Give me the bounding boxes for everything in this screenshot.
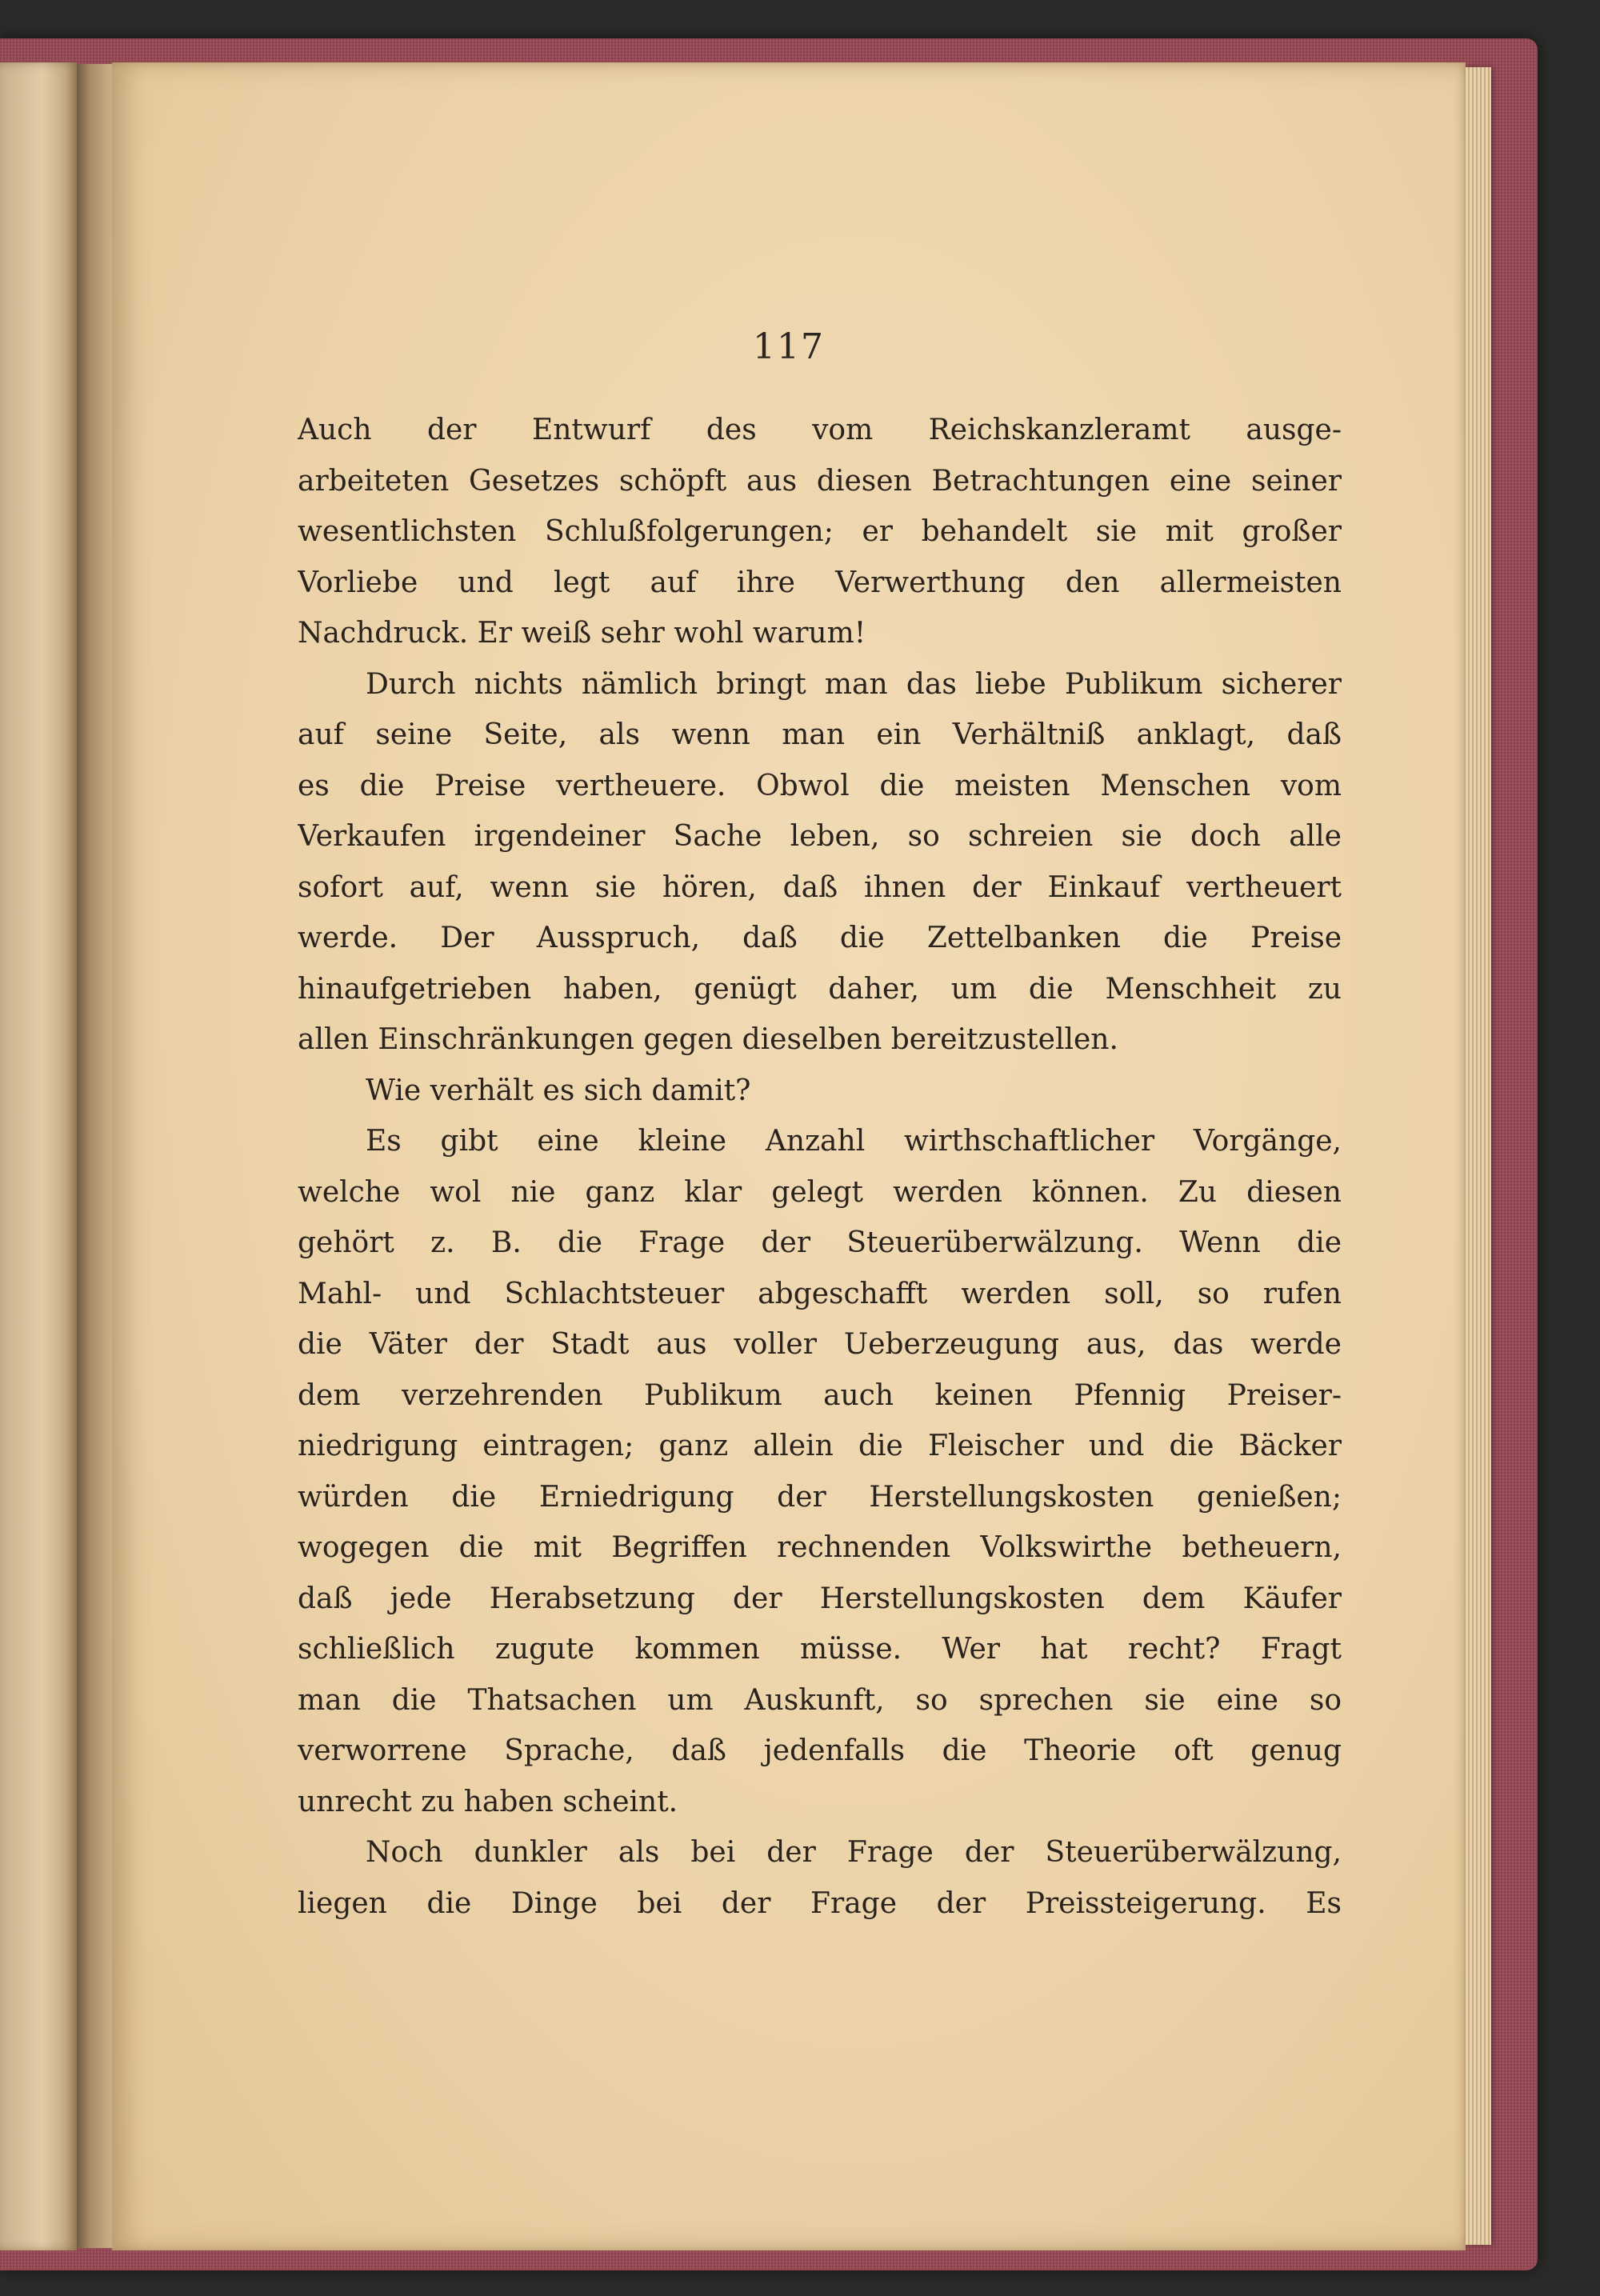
page-text xyxy=(298,405,1342,1929)
text-line: gehört z. B. die Frage der Steuerüberwälzung. Wenn die xyxy=(298,1226,1342,1259)
text-line: unrecht zu haben scheint. xyxy=(298,1785,678,1818)
text-line: Wie verhält es sich damit? xyxy=(366,1074,751,1107)
text-line: sofort auf, wenn sie hören, daß ihnen der Einkauf vertheuert xyxy=(298,870,1342,904)
text-line: niedrigung eintragen; ganz allein die Fleischer und die Bäcker xyxy=(298,1430,1342,1462)
facing-page-edge xyxy=(0,62,77,2250)
text-line: arbeiteten Gesetzes schöpft aus diesen Betrachtungen eine seiner xyxy=(298,464,1342,498)
text-line: würden die Erniedrigung der Herstellungskosten genießen; xyxy=(298,1480,1342,1514)
text-line: Mahl- und Schlachtsteuer abgeschafft werden soll, so rufen xyxy=(298,1277,1342,1310)
text-line: es die Preise vertheuere. Obwol die meisten Menschen vom xyxy=(298,769,1342,802)
text-line: die Väter der Stadt aus voller Ueberzeugung aus, das werde xyxy=(298,1328,1342,1361)
text-line: werde. Der Ausspruch, daß die Zettelbanken die Preise xyxy=(298,922,1342,954)
text-line: wogegen die mit Begriffen rechnenden Volkswirthe betheuern, xyxy=(298,1531,1342,1564)
text-line: liegen die Dinge bei der Frage der Preissteigerung. Es xyxy=(298,1886,1342,1920)
text-line: Noch dunkler als bei der Frage der Steuerüberwälzung, xyxy=(366,1836,1342,1869)
text-line: Auch der Entwurf des vom Reichskanzleramt ausge- xyxy=(298,414,1342,446)
text-line: man die Thatsachen um Auskunft, so sprechen sie eine so xyxy=(298,1683,1342,1717)
text-line: daß jede Herabsetzung der Herstellungskosten dem Käufer xyxy=(298,1582,1342,1615)
text-line: wesentlichsten Schlußfolgerungen; er behandelt sie mit großer xyxy=(298,515,1342,548)
text-line: verworrene Sprache, daß jedenfalls die Theorie oft genug xyxy=(298,1734,1342,1767)
text-line: auf seine Seite, als wenn man ein Verhältniß anklagt, daß xyxy=(298,718,1342,751)
text-line: dem verzehrenden Publikum auch keinen Pfennig Preiser- xyxy=(298,1378,1342,1412)
book-page xyxy=(112,62,1466,2250)
text-line: welche wol nie ganz klar gelegt werden können. Zu diesen xyxy=(298,1175,1342,1209)
text-line: hinaufgetrieben haben, genügt daher, um die Menschheit zu xyxy=(298,972,1342,1006)
page-edges xyxy=(1466,67,1491,2245)
text-line: Verkaufen irgendeiner Sache leben, so schreien sie doch alle xyxy=(298,820,1342,853)
text-line: allen Einschränkungen gegen dieselben bereitzustellen. xyxy=(298,1023,1118,1056)
text-line: Nachdruck. Er weiß sehr wohl warum! xyxy=(298,617,866,650)
text-line: schließlich zugute kommen müsse. Wer hat recht? Fragt xyxy=(298,1633,1342,1666)
text-line: Durch nichts nämlich bringt man das liebe Publikum sicherer xyxy=(366,667,1342,701)
text-line: Vorliebe und legt auf ihre Verwerthung den allermeisten xyxy=(298,566,1342,599)
page-number: 117 xyxy=(753,326,825,367)
text-line: Es gibt eine kleine Anzahl wirthschaftlicher Vorgänge, xyxy=(366,1125,1342,1158)
